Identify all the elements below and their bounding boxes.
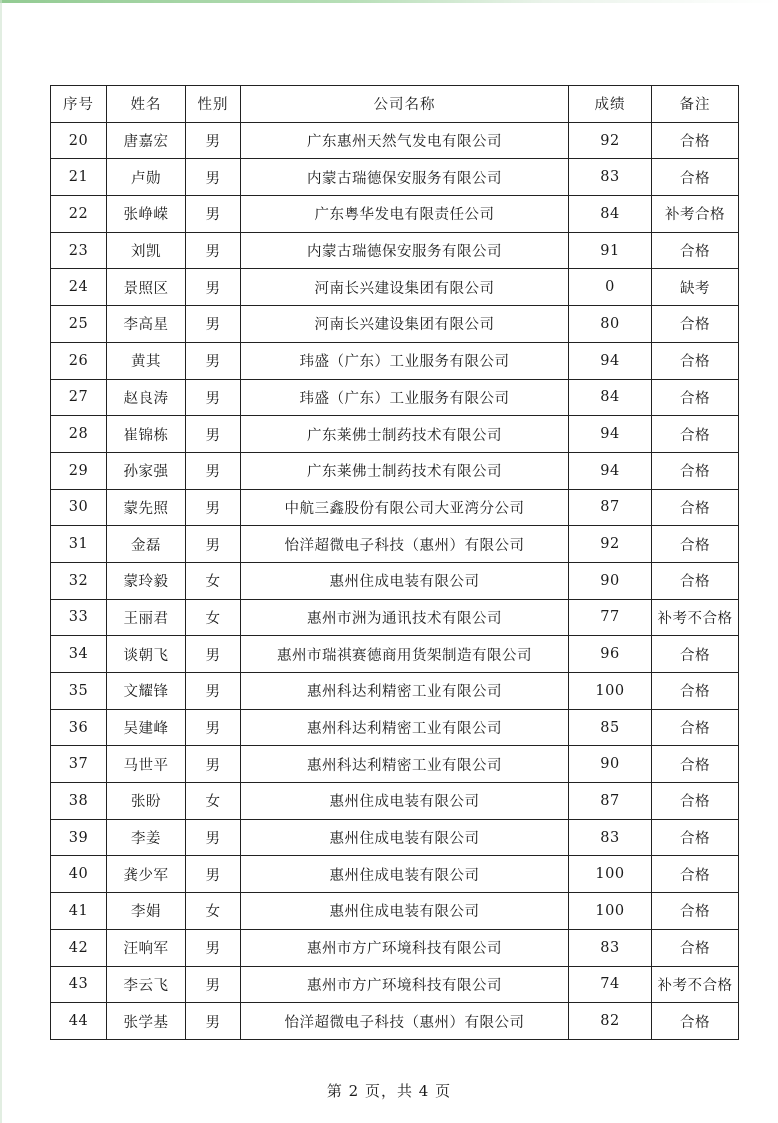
cell-name: 龚少军 [107, 856, 186, 893]
cell-remark: 合格 [652, 783, 739, 820]
cell-gender: 男 [186, 673, 241, 710]
cell-score: 84 [569, 196, 652, 233]
cell-name: 文耀锋 [107, 673, 186, 710]
cell-score: 87 [569, 783, 652, 820]
cell-company: 广东莱佛士制药技术有限公司 [241, 416, 569, 453]
cell-serial-no: 29 [51, 452, 107, 489]
table-row [51, 893, 739, 930]
cell-score: 83 [569, 159, 652, 196]
cell-gender: 男 [186, 489, 241, 526]
cell-remark: 合格 [652, 122, 739, 159]
header-gender: 性别 [186, 86, 241, 123]
table-row [51, 122, 739, 159]
cell-name: 张峥嵘 [107, 196, 186, 233]
cell-serial-no: 42 [51, 929, 107, 966]
cell-name: 刘凯 [107, 232, 186, 269]
table-row [51, 452, 739, 489]
cell-company: 惠州住成电装有限公司 [241, 893, 569, 930]
cell-serial-no: 20 [51, 122, 107, 159]
cell-gender: 男 [186, 452, 241, 489]
table-row [51, 709, 739, 746]
cell-name: 蒙玲毅 [107, 562, 186, 599]
cell-score: 87 [569, 489, 652, 526]
cell-remark: 补考合格 [652, 196, 739, 233]
cell-score: 92 [569, 526, 652, 563]
cell-score: 94 [569, 342, 652, 379]
cell-remark: 合格 [652, 673, 739, 710]
cell-name: 景照区 [107, 269, 186, 306]
cell-company: 怡洋超微电子科技（惠州）有限公司 [241, 1003, 569, 1040]
cell-gender: 男 [186, 342, 241, 379]
cell-score: 77 [569, 599, 652, 636]
cell-company: 惠州住成电装有限公司 [241, 562, 569, 599]
cell-gender: 女 [186, 599, 241, 636]
cell-gender: 男 [186, 159, 241, 196]
cell-gender: 男 [186, 196, 241, 233]
cell-name: 汪响军 [107, 929, 186, 966]
cell-remark: 合格 [652, 929, 739, 966]
cell-score: 90 [569, 562, 652, 599]
cell-serial-no: 37 [51, 746, 107, 783]
cell-company: 惠州市方广环境科技有限公司 [241, 929, 569, 966]
cell-company: 惠州市方广环境科技有限公司 [241, 966, 569, 1003]
table-row [51, 489, 739, 526]
cell-company: 中航三鑫股份有限公司大亚湾分公司 [241, 489, 569, 526]
table-row [51, 526, 739, 563]
cell-serial-no: 44 [51, 1003, 107, 1040]
cell-score: 100 [569, 856, 652, 893]
cell-gender: 女 [186, 562, 241, 599]
table-row [51, 232, 739, 269]
cell-serial-no: 32 [51, 562, 107, 599]
cell-remark: 合格 [652, 342, 739, 379]
cell-score: 100 [569, 673, 652, 710]
table-row [51, 342, 739, 379]
cell-name: 马世平 [107, 746, 186, 783]
cell-gender: 男 [186, 269, 241, 306]
cell-serial-no: 33 [51, 599, 107, 636]
table-row [51, 746, 739, 783]
cell-score: 83 [569, 819, 652, 856]
cell-gender: 男 [186, 1003, 241, 1040]
table-row [51, 783, 739, 820]
cell-gender: 女 [186, 783, 241, 820]
header-row [51, 86, 739, 123]
cell-remark: 合格 [652, 562, 739, 599]
cell-serial-no: 34 [51, 636, 107, 673]
cell-company: 河南长兴建设集团有限公司 [241, 269, 569, 306]
cell-name: 李云飞 [107, 966, 186, 1003]
cell-remark: 合格 [652, 452, 739, 489]
cell-company: 惠州市洲为通讯技术有限公司 [241, 599, 569, 636]
cell-score: 0 [569, 269, 652, 306]
cell-company: 玮盛（广东）工业服务有限公司 [241, 379, 569, 416]
table-row [51, 819, 739, 856]
cell-remark: 补考不合格 [652, 966, 739, 1003]
cell-name: 李娟 [107, 893, 186, 930]
cell-name: 孙家强 [107, 452, 186, 489]
cell-name: 崔锦栋 [107, 416, 186, 453]
cell-remark: 补考不合格 [652, 599, 739, 636]
cell-remark: 合格 [652, 1003, 739, 1040]
table-row [51, 159, 739, 196]
cell-remark: 合格 [652, 379, 739, 416]
table-row [51, 306, 739, 343]
table-row [51, 379, 739, 416]
cell-gender: 男 [186, 966, 241, 1003]
cell-score: 84 [569, 379, 652, 416]
cell-score: 96 [569, 636, 652, 673]
cell-score: 91 [569, 232, 652, 269]
header-serial-no: 序号 [51, 86, 107, 123]
cell-serial-no: 39 [51, 819, 107, 856]
cell-company: 惠州科达利精密工业有限公司 [241, 673, 569, 710]
cell-name: 张学基 [107, 1003, 186, 1040]
cell-gender: 男 [186, 232, 241, 269]
cell-company: 惠州住成电装有限公司 [241, 783, 569, 820]
cell-score: 82 [569, 1003, 652, 1040]
cell-serial-no: 43 [51, 966, 107, 1003]
cell-name: 赵良涛 [107, 379, 186, 416]
cell-serial-no: 25 [51, 306, 107, 343]
cell-score: 83 [569, 929, 652, 966]
cell-name: 王丽君 [107, 599, 186, 636]
cell-name: 唐嘉宏 [107, 122, 186, 159]
cell-company: 内蒙古瑞德保安服务有限公司 [241, 232, 569, 269]
cell-gender: 女 [186, 893, 241, 930]
cell-remark: 合格 [652, 489, 739, 526]
cell-gender: 男 [186, 819, 241, 856]
cell-remark: 合格 [652, 819, 739, 856]
cell-serial-no: 36 [51, 709, 107, 746]
cell-remark: 合格 [652, 746, 739, 783]
cell-gender: 男 [186, 636, 241, 673]
table-row [51, 599, 739, 636]
table-row [51, 856, 739, 893]
cell-remark: 缺考 [652, 269, 739, 306]
cell-serial-no: 35 [51, 673, 107, 710]
cell-gender: 男 [186, 306, 241, 343]
cell-score: 94 [569, 452, 652, 489]
cell-serial-no: 30 [51, 489, 107, 526]
cell-score: 80 [569, 306, 652, 343]
table-row [51, 966, 739, 1003]
cell-name: 卢勋 [107, 159, 186, 196]
table-row [51, 269, 739, 306]
cell-serial-no: 28 [51, 416, 107, 453]
cell-company: 玮盛（广东）工业服务有限公司 [241, 342, 569, 379]
table-row [51, 1003, 739, 1040]
cell-gender: 男 [186, 526, 241, 563]
table-row [51, 416, 739, 453]
cell-name: 吴建峰 [107, 709, 186, 746]
table-body [51, 122, 739, 1039]
cell-score: 92 [569, 122, 652, 159]
cell-company: 广东莱佛士制药技术有限公司 [241, 452, 569, 489]
cell-company: 惠州市瑞祺赛德商用货架制造有限公司 [241, 636, 569, 673]
cell-serial-no: 21 [51, 159, 107, 196]
cell-serial-no: 27 [51, 379, 107, 416]
cell-remark: 合格 [652, 159, 739, 196]
results-table [50, 85, 739, 1040]
cell-remark: 合格 [652, 306, 739, 343]
table-row [51, 196, 739, 233]
cell-serial-no: 38 [51, 783, 107, 820]
header-remark: 备注 [652, 86, 739, 123]
cell-serial-no: 31 [51, 526, 107, 563]
cell-remark: 合格 [652, 526, 739, 563]
cell-name: 黄其 [107, 342, 186, 379]
table-row [51, 673, 739, 710]
cell-remark: 合格 [652, 856, 739, 893]
cell-company: 广东惠州天然气发电有限公司 [241, 122, 569, 159]
cell-company: 惠州住成电装有限公司 [241, 819, 569, 856]
cell-company: 河南长兴建设集团有限公司 [241, 306, 569, 343]
cell-name: 李高星 [107, 306, 186, 343]
cell-gender: 男 [186, 122, 241, 159]
cell-name: 李姜 [107, 819, 186, 856]
cell-remark: 合格 [652, 893, 739, 930]
header-score: 成绩 [569, 86, 652, 123]
cell-name: 张盼 [107, 783, 186, 820]
cell-score: 74 [569, 966, 652, 1003]
cell-serial-no: 26 [51, 342, 107, 379]
cell-serial-no: 40 [51, 856, 107, 893]
scan-edge-left [0, 0, 2, 1123]
cell-company: 惠州科达利精密工业有限公司 [241, 746, 569, 783]
cell-gender: 男 [186, 709, 241, 746]
cell-remark: 合格 [652, 709, 739, 746]
cell-company: 惠州住成电装有限公司 [241, 856, 569, 893]
page-number: 第 2 页，共 4 页 [326, 1082, 452, 1100]
cell-score: 94 [569, 416, 652, 453]
cell-remark: 合格 [652, 416, 739, 453]
cell-remark: 合格 [652, 636, 739, 673]
cell-serial-no: 24 [51, 269, 107, 306]
scan-edge-top [0, 0, 778, 3]
table-row [51, 562, 739, 599]
cell-remark: 合格 [652, 232, 739, 269]
cell-score: 100 [569, 893, 652, 930]
cell-gender: 男 [186, 746, 241, 783]
cell-gender: 男 [186, 416, 241, 453]
table-row [51, 929, 739, 966]
table-row [51, 636, 739, 673]
cell-name: 蒙先照 [107, 489, 186, 526]
cell-name: 金磊 [107, 526, 186, 563]
header-company: 公司名称 [241, 86, 569, 123]
cell-gender: 男 [186, 929, 241, 966]
cell-score: 90 [569, 746, 652, 783]
cell-name: 谈朝飞 [107, 636, 186, 673]
cell-serial-no: 41 [51, 893, 107, 930]
header-name: 姓名 [107, 86, 186, 123]
cell-company: 内蒙古瑞德保安服务有限公司 [241, 159, 569, 196]
table-header [51, 86, 739, 123]
cell-serial-no: 23 [51, 232, 107, 269]
cell-score: 85 [569, 709, 652, 746]
cell-company: 广东粤华发电有限责任公司 [241, 196, 569, 233]
cell-company: 惠州科达利精密工业有限公司 [241, 709, 569, 746]
cell-gender: 男 [186, 856, 241, 893]
cell-serial-no: 22 [51, 196, 107, 233]
cell-company: 怡洋超微电子科技（惠州）有限公司 [241, 526, 569, 563]
cell-gender: 男 [186, 379, 241, 416]
